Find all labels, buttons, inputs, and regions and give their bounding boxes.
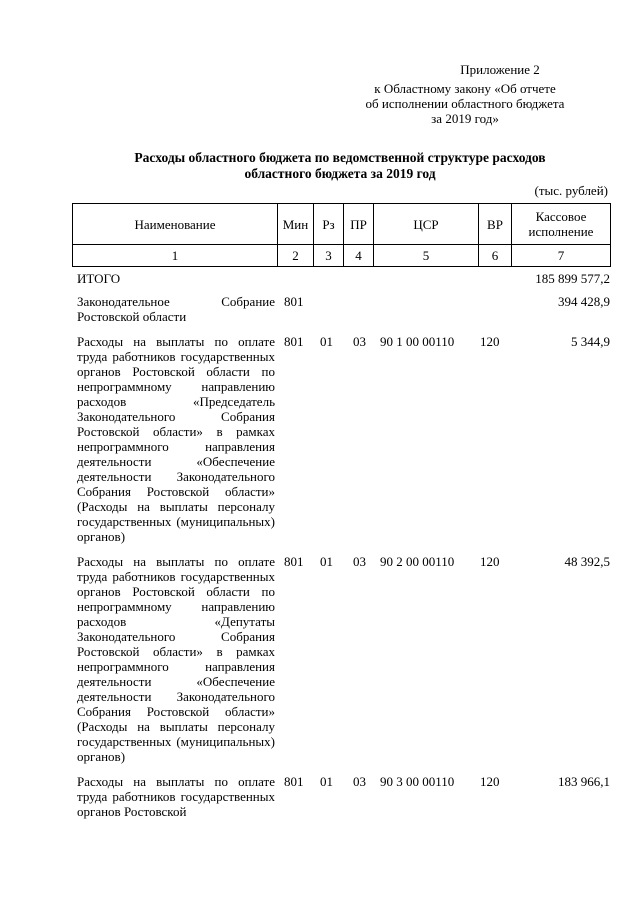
row-name: Законодательное Собрание Ростовской области [77,294,275,324]
row-name: Расходы на выплаты по оплате труда работников государственных органов Ростовской [77,774,275,819]
row-csr: 90 3 00 00110 [380,774,455,789]
title-line: Расходы областного бюджета по ведомственной структуре расходов [134,150,546,165]
row-name: Расходы на выплаты по оплате труда работников государственных органов Ростовской области по непрограммному направлению расходов «Председатель Законодательного Собрания Ростовской области» в рамках непрограммного направления деятельности «Обеспечение деятельности Законодательного Собрания Ростовской области» (Расходы на выплаты персоналу государственных (муниципальных) органов) [77,334,275,544]
header-row [73,204,611,245]
row-pr: 03 [353,554,366,569]
header-amount: Кассовое исполнение [512,204,611,245]
row-rz: 01 [320,774,333,789]
title-line: областного бюджета за 2019 год [244,166,436,181]
row-vr: 120 [480,334,500,349]
header-pr: ПР [344,204,374,245]
appendix-note [330,62,600,126]
column-number: 2 [278,245,314,267]
row-rz: 01 [320,334,333,349]
column-number-row [73,245,611,267]
row-min: 801 [284,774,304,789]
table-body [72,271,610,829]
header-vr: ВР [479,204,512,245]
header-name: Наименование [73,204,278,245]
appendix-line: об исполнении областного бюджета [365,96,565,111]
row-csr: 90 1 00 00110 [380,334,455,349]
row-vr: 120 [480,774,500,789]
appendix-line: к Областному закону «Об отчете [374,81,556,96]
row-amount: 5 344,9 [571,334,610,349]
table-row [72,554,610,764]
row-min: 801 [284,554,304,569]
row-amount: 394 428,9 [558,294,610,309]
row-amount: 185 899 577,2 [535,271,610,286]
column-number: 3 [314,245,344,267]
header-table [72,203,611,267]
appendix-line: за 2019 год» [431,111,499,126]
header-min: Мин [278,204,314,245]
column-number: 4 [344,245,374,267]
row-csr: 90 2 00 00110 [380,554,455,569]
row-rz: 01 [320,554,333,569]
appendix-number: Приложение 2 [460,62,540,77]
column-number: 7 [512,245,611,267]
row-min: 801 [284,334,304,349]
row-vr: 120 [480,554,500,569]
units-label: (тыс. рублей) [534,183,608,198]
document-title [70,150,610,182]
row-name: ИТОГО [77,271,121,286]
table-row [72,334,610,544]
table-row [72,774,610,819]
table-row [72,294,610,324]
row-pr: 03 [353,774,366,789]
row-min: 801 [284,294,304,309]
table-row [72,271,610,286]
row-pr: 03 [353,334,366,349]
row-amount: 183 966,1 [558,774,610,789]
row-amount: 48 392,5 [564,554,610,569]
column-number: 1 [73,245,278,267]
header-csr: ЦСР [374,204,479,245]
header-rz: Рз [314,204,344,245]
row-name: Расходы на выплаты по оплате труда работников государственных органов Ростовской области по непрограммному направлению расходов «Депутаты Законодательного Собрания Ростовской области» в рамках непрограммного направления деятельности «Обеспечение деятельности Законодательного Собрания Ростовской области» (Расходы на выплаты персоналу государственных (муниципальных) органов) [77,554,275,764]
column-number: 5 [374,245,479,267]
column-number: 6 [479,245,512,267]
